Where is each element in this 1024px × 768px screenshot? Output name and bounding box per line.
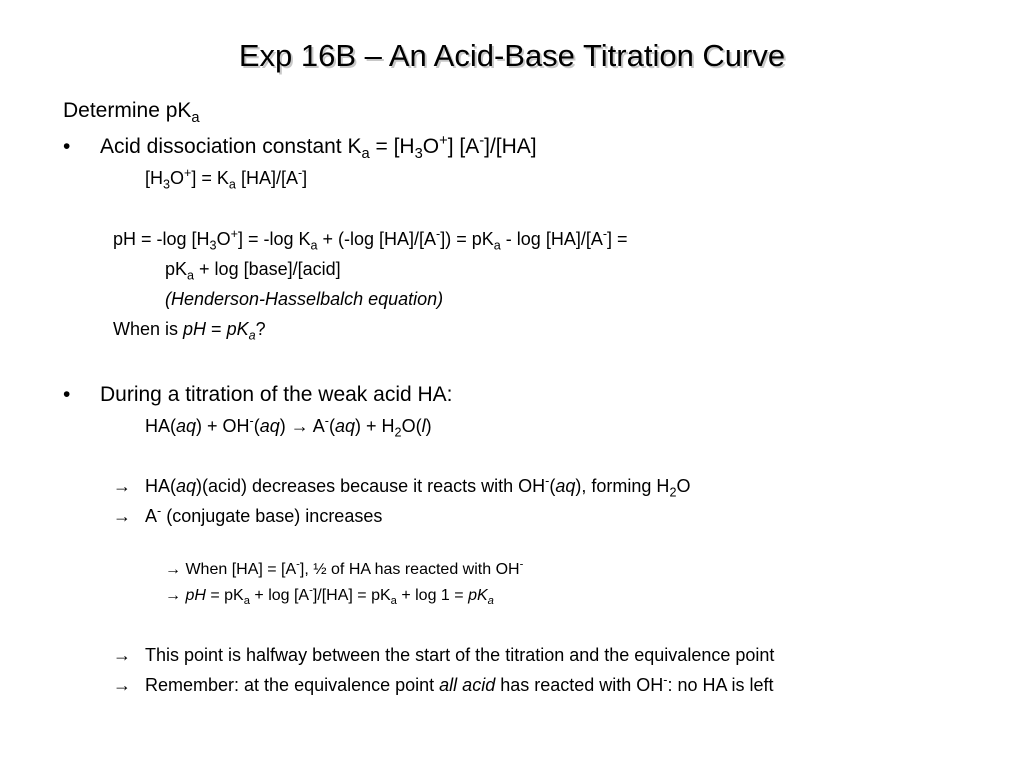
ka-definition: Acid dissociation constant $K_a = [H_3O^+]$ [A-]/[HA] — [100, 133, 537, 163]
a-increases: A- (conjugate base) increases — [145, 504, 383, 526]
ph-equals-pka: → pH = $pK_a + \log [A^-]/[HA] = pK_a + \log 1 = pK_a$ — [165, 584, 494, 608]
bullet-icon: • — [63, 135, 71, 158]
arrow-icon: → — [113, 675, 131, 695]
titration-reaction: $HA(aq) + OH^-(aq) \to A^-(aq) + H_2O(l)$ — [145, 414, 432, 440]
arrow-icon: → — [165, 561, 181, 578]
arrow-icon: → — [113, 476, 131, 496]
ph-result: $pK_a + \log$ [base]/[acid] — [165, 259, 341, 283]
slide-title: Exp 16B – An Acid-Base Titration Curve — [238, 38, 786, 73]
arrow-icon: → — [165, 587, 181, 604]
h3o-equation: $[H_3O^+] = K_a$ [HA]/[A-] — [145, 166, 308, 192]
arrow-icon: → — [290, 416, 309, 436]
half-reacted-note: → When [HA] = [A-], ½ of HA has reacted with OH- — [165, 558, 524, 578]
titration-heading: During a titration of the weak acid HA: — [100, 383, 453, 406]
ph-derivation: pH = -log $[H_3O^+] = -\log$ $K_a + (-\log$ $[HA]/[A^-]) = pK_a - \log [HA]/[A^-]$ = — [113, 227, 628, 253]
arrow-icon: → — [113, 645, 131, 665]
halfway-note: This point is halfway between the start of the titration and the equivalence point — [145, 645, 775, 665]
equivalence-note: Remember: at the equivalence point all acid has reacted with OH-: no HA is left — [145, 673, 774, 695]
hh-equation-label: (Henderson-Hasselbalch equation) — [165, 289, 444, 309]
when-question: When is pH = $pK_a$? — [113, 319, 266, 343]
section-heading: Determine $pK_a$ — [63, 99, 200, 127]
arrow-icon: → — [113, 506, 131, 526]
ha-decreases: HA(aq)(acid) decreases because it reacts with OH-(aq), forming $H_2O$ — [145, 474, 691, 500]
bullet-icon: • — [63, 383, 71, 406]
